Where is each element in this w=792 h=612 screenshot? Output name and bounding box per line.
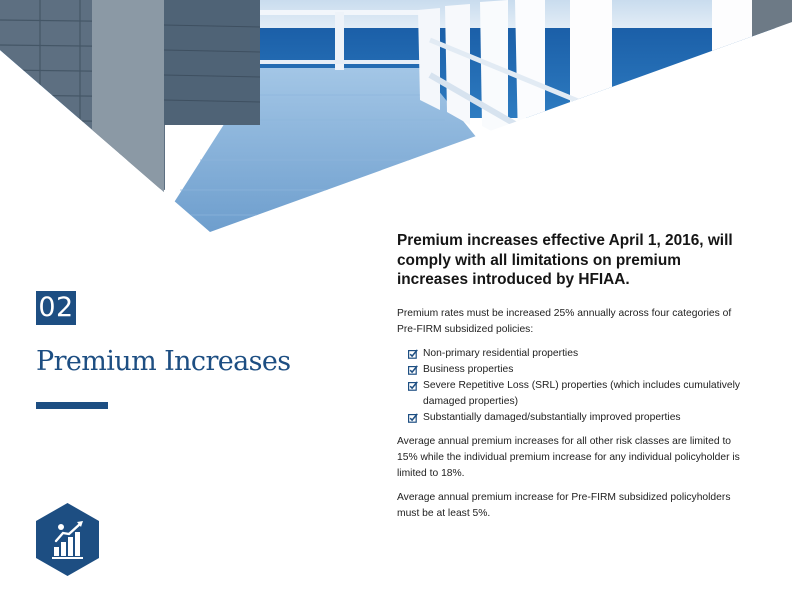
list-item-text: Business properties — [423, 363, 514, 375]
list-item — [408, 346, 753, 362]
policy-category-list — [397, 346, 753, 426]
checkbox-icon — [408, 349, 418, 359]
premium-increases-content — [397, 231, 753, 530]
list-item — [408, 362, 753, 378]
other-risk-classes-paragraph: Average annual premium increases for all other risk classes are limited to 15% while the individual premium increase for any individual policyholder is limited to 18%. — [397, 435, 740, 479]
section-number: 02 — [36, 291, 76, 325]
lead-statement: Premium increases effective April 1, 2016, will comply with all limitations on premium increases introduced by HFIAA. — [397, 232, 733, 288]
list-item — [408, 410, 753, 426]
checkbox-icon — [408, 413, 418, 423]
growth-chart-icon — [36, 503, 99, 576]
list-item-text: Substantially damaged/substantially improved properties — [423, 411, 681, 423]
checkbox-icon — [408, 381, 418, 391]
list-item-text: Non-primary residential properties — [423, 347, 579, 359]
minimum-increase-paragraph: Average annual premium increase for Pre-FIRM subsidized policyholders must be at least 5%. — [397, 491, 731, 519]
title-underline — [36, 402, 108, 409]
list-item — [408, 378, 753, 410]
intro-paragraph: Premium rates must be increased 25% annually across four categories of Pre-FIRM subsidized policies: — [397, 307, 732, 335]
list-item-text: Severe Repetitive Loss (SRL) properties (which includes cumulatively damaged properties) — [423, 379, 741, 407]
checkbox-icon — [408, 365, 418, 375]
section-title: Premium Increases — [36, 346, 291, 377]
